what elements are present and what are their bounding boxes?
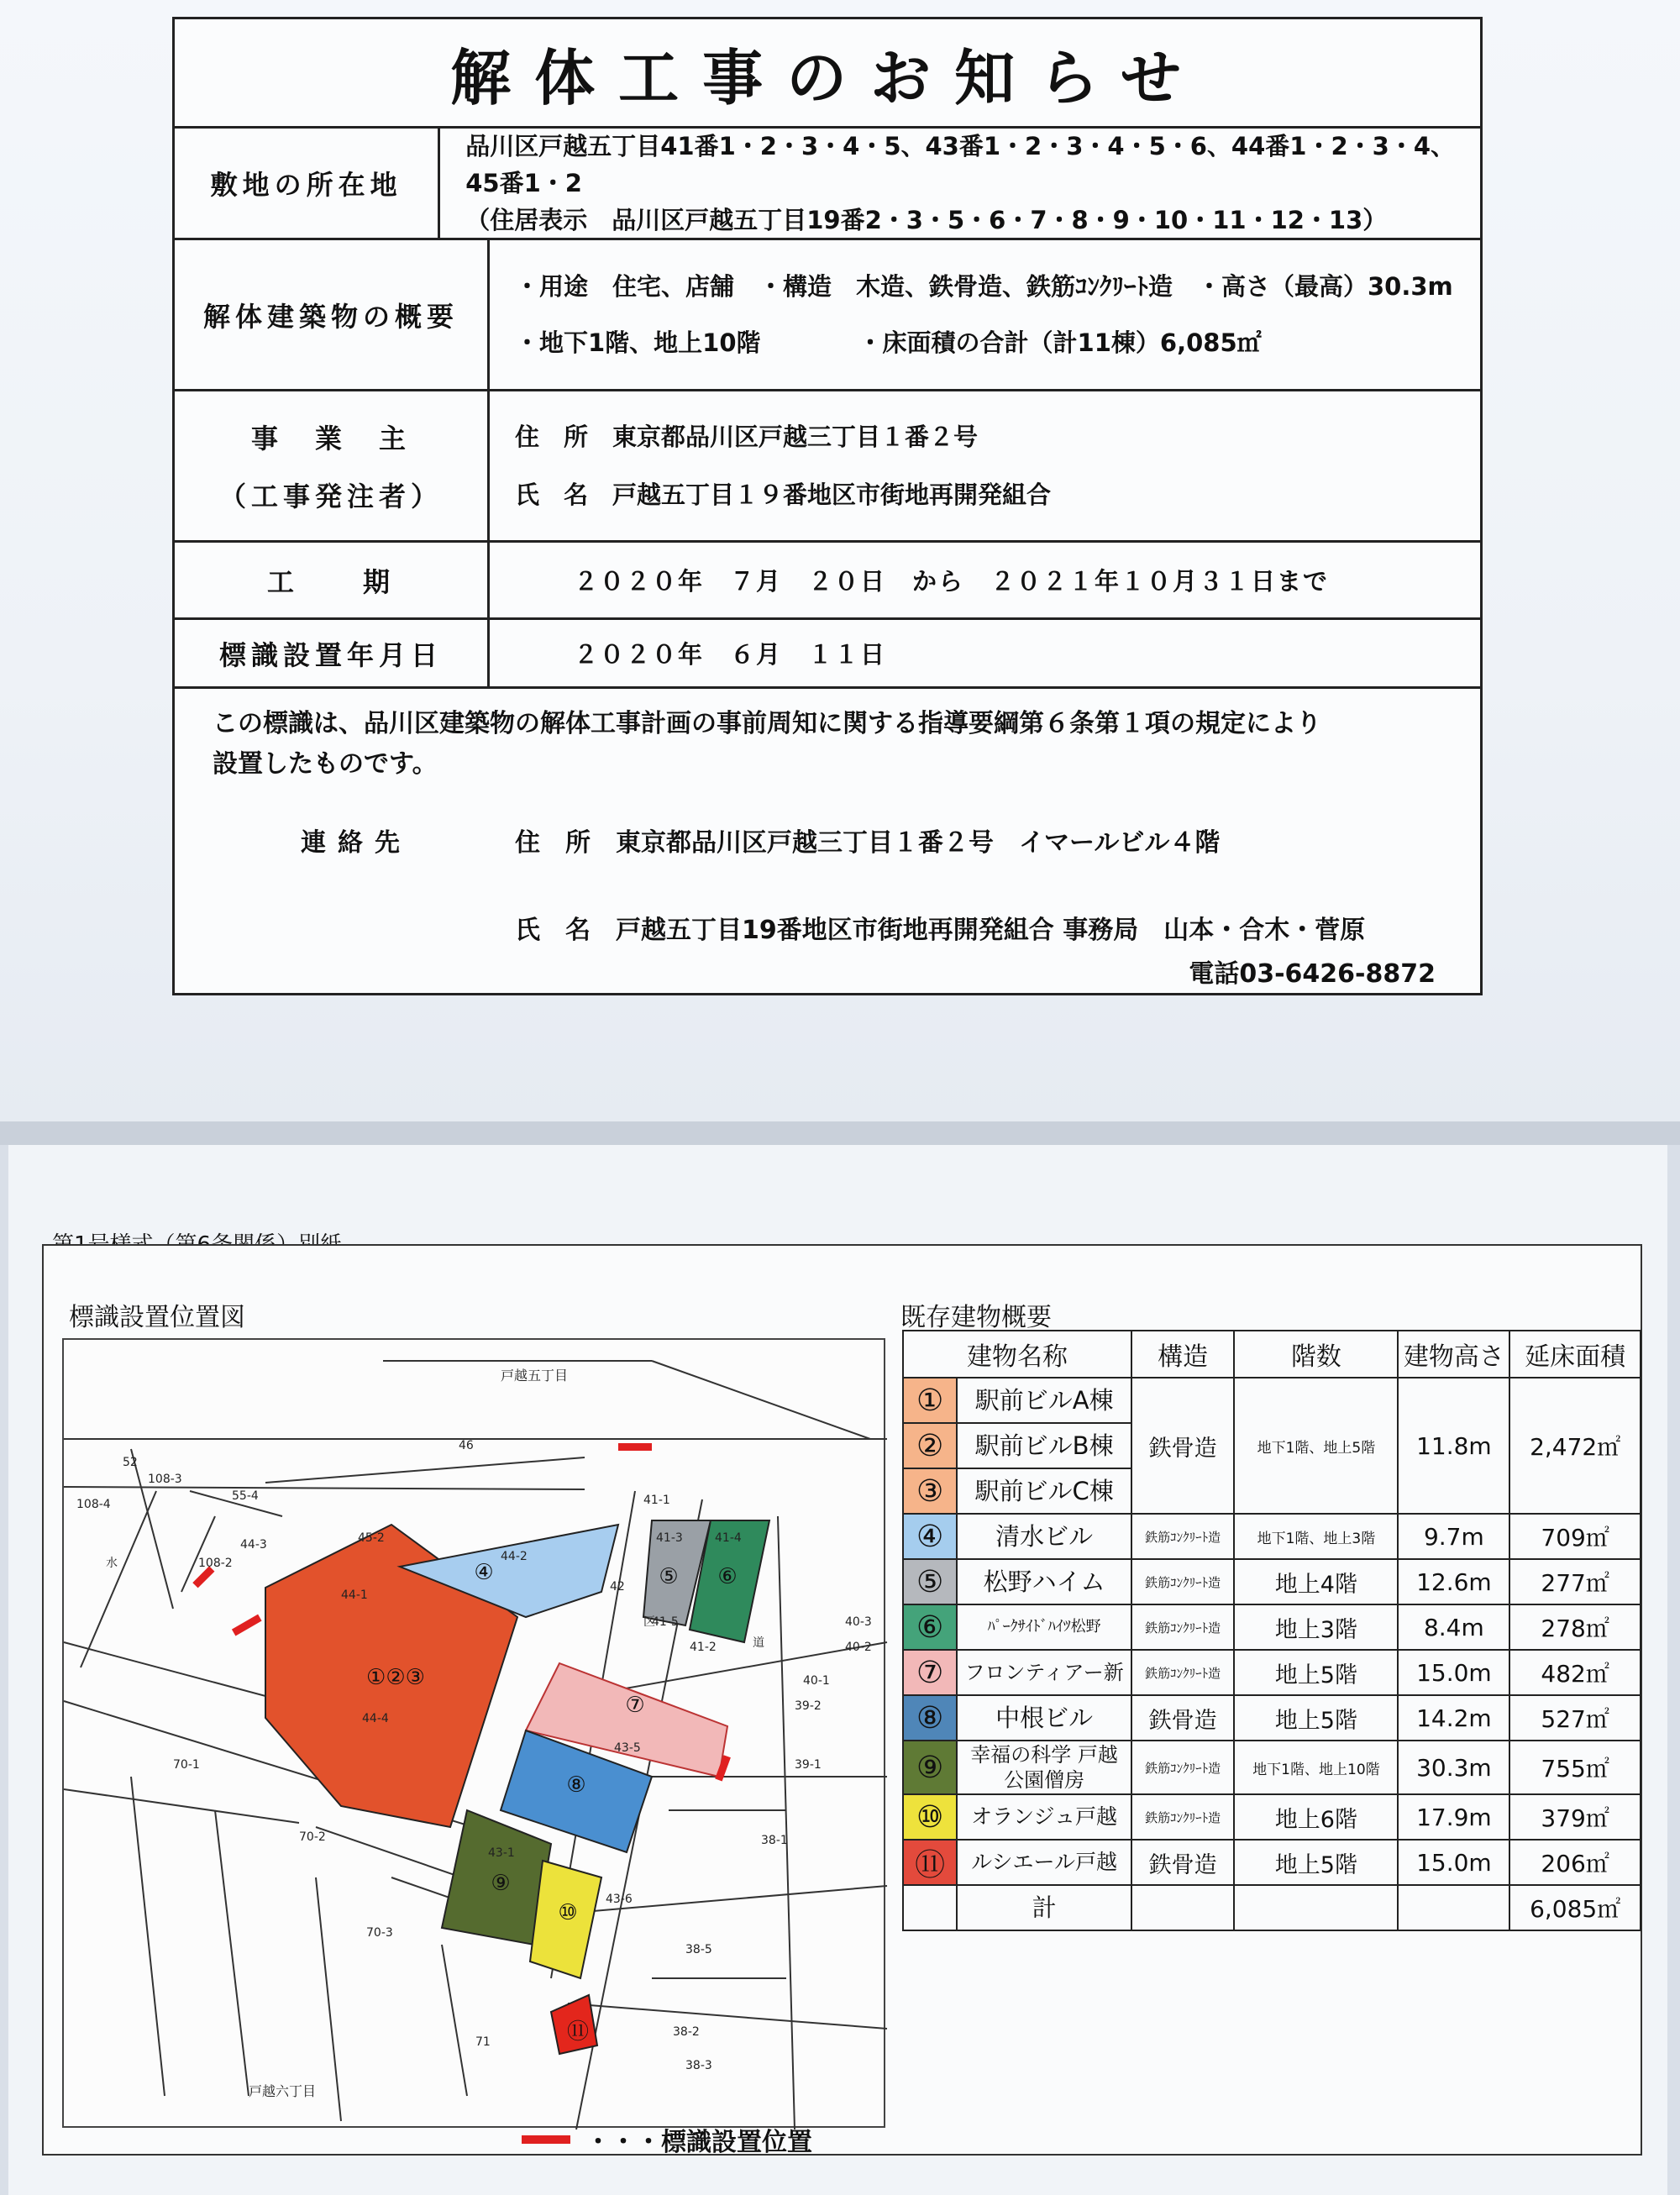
sign-position-3 <box>232 1615 262 1636</box>
total-blank <box>1131 1885 1234 1930</box>
row-area: 482㎡ <box>1509 1650 1641 1695</box>
parcel-label: 40-2 <box>845 1641 872 1654</box>
building-label: 解体建築物の概要 <box>175 240 490 389</box>
header-height: 建物高さ <box>1398 1331 1509 1378</box>
table-row <box>903 1650 1641 1695</box>
row-height: 9.7m <box>1398 1514 1509 1559</box>
parcel-label: 39-1 <box>795 1758 822 1772</box>
legend-swatch <box>522 2135 570 2144</box>
parcel-label: 39-2 <box>795 1699 822 1713</box>
parcel-label: 41-3 <box>656 1531 683 1545</box>
owner-value <box>490 391 1480 540</box>
table-row <box>903 1840 1641 1885</box>
parcel-label: 46 <box>459 1439 474 1452</box>
row-floors: 地下1階、地上5階 <box>1234 1378 1398 1514</box>
marker-9: ⑨ <box>491 1871 511 1896</box>
contact-label: 連絡先 <box>301 828 412 858</box>
contact-address: 住 所 東京都品川区戸越三丁目１番２号 イマールビル４階 <box>515 828 1221 858</box>
row-number: ⑥ <box>903 1604 957 1650</box>
total-area: 6,085㎡ <box>1509 1885 1641 1930</box>
parcel-label: 70-2 <box>299 1830 326 1844</box>
notice-board <box>172 17 1483 995</box>
row-structure: 鉄骨造 <box>1131 1378 1234 1514</box>
row-number: ④ <box>903 1514 957 1559</box>
parcel-label: 区 <box>643 1615 655 1629</box>
parcel-label: 52 <box>123 1456 138 1469</box>
parcel-label: 43-6 <box>606 1893 633 1906</box>
notice-title: 解体工事のお知らせ <box>175 19 1480 129</box>
owner-address: 住 所 東京都品川区戸越三丁目１番２号 <box>515 423 979 452</box>
site-line-3: （住居表示 品川区戸越五丁目19番2・3・5・6・7・8・9・10・11・12・13） <box>465 206 1388 234</box>
row-number: ① <box>903 1378 957 1423</box>
table-header-row <box>903 1331 1641 1378</box>
parcel-label: 43-1 <box>488 1846 515 1860</box>
plan-frame <box>42 1244 1642 2156</box>
row-area: 277㎡ <box>1509 1559 1641 1604</box>
marker-1-2-3: ①②③ <box>366 1665 425 1690</box>
parcel-label: 38-1 <box>761 1834 788 1847</box>
row-height: 30.3m <box>1398 1741 1509 1794</box>
row-number: ⑨ <box>903 1741 957 1794</box>
parcel-label: 44-1 <box>341 1588 368 1602</box>
row-name: 幸福の科学 戸越公園僧房 <box>957 1741 1131 1794</box>
building-line-1: ・用途 住宅、店舗 ・構造 木造、鉄骨造、鉄筋ｺﾝｸﾘｰﾄ造 ・高さ（最高）30.3m <box>515 272 1453 302</box>
site-value <box>440 129 1480 238</box>
plan-sheet <box>8 1145 1667 2195</box>
parcel-label: 70-1 <box>173 1758 200 1772</box>
period-label: 工 期 <box>175 543 490 617</box>
footer-text-1: この標識は、品川区建築物の解体工事計画の事前周知に関する指導要綱第６条第１項の規定により <box>213 709 1321 738</box>
owner-label-1: 事 業 主 <box>250 423 411 455</box>
parcel-label: 41-1 <box>643 1494 670 1507</box>
header-area: 延床面積 <box>1509 1331 1641 1378</box>
marker-4: ④ <box>474 1560 494 1585</box>
row-floors: 地下1階、地上3階 <box>1234 1514 1398 1559</box>
parcel-label: 40-3 <box>845 1615 872 1629</box>
header-floors: 階数 <box>1234 1331 1398 1378</box>
row-height: 15.0m <box>1398 1650 1509 1695</box>
row-structure: 鉄筋ｺﾝｸﾘｰﾄ造 <box>1131 1650 1234 1695</box>
total-blank <box>1234 1885 1398 1930</box>
row-floors: 地上5階 <box>1234 1650 1398 1695</box>
building-table <box>902 1330 1641 1931</box>
row-height: 15.0m <box>1398 1840 1509 1885</box>
map-title: 標識設置位置図 <box>69 1303 245 1332</box>
row-name: ﾊﾟｰｸｻｲﾄﾞﾊｲﾂ松野 <box>957 1604 1131 1650</box>
owner-row <box>175 391 1480 543</box>
row-area: 709㎡ <box>1509 1514 1641 1559</box>
parcel-label: 45-2 <box>358 1531 385 1545</box>
set-date-value: ２０２０年 ６月 １１日 <box>574 640 887 669</box>
parcel-label: 38-3 <box>685 2059 712 2072</box>
marker-8: ⑧ <box>566 1772 586 1798</box>
row-name: 清水ビル <box>957 1514 1131 1559</box>
row-number: ⑤ <box>903 1559 957 1604</box>
row-number: ③ <box>903 1468 957 1514</box>
total-label: 計 <box>957 1885 1131 1930</box>
sheet-divider <box>0 1121 1680 1145</box>
row-name: 駅前ビルC棟 <box>957 1468 1131 1514</box>
owner-label-2: （工事発注者） <box>218 480 443 512</box>
site-line-2: 45番1・2 <box>465 169 582 197</box>
row-area: 278㎡ <box>1509 1604 1641 1650</box>
row-height: 8.4m <box>1398 1604 1509 1650</box>
row-structure: 鉄筋ｺﾝｸﾘｰﾄ造 <box>1131 1604 1234 1650</box>
contact-row <box>213 825 1442 862</box>
building-value <box>490 240 1480 389</box>
contact-name-row <box>213 912 1442 949</box>
period-row <box>175 543 1480 620</box>
site-row <box>175 129 1480 240</box>
row-name: 駅前ビルB棟 <box>957 1423 1131 1468</box>
building-line-2: ・地下1階、地上10階 ・床面積の合計（計11棟）6,085㎡ <box>515 328 1262 357</box>
table-row <box>903 1514 1641 1559</box>
sign-position-1 <box>618 1443 652 1451</box>
row-structure: 鉄筋ｺﾝｸﾘｰﾄ造 <box>1131 1794 1234 1840</box>
row-structure: 鉄筋ｺﾝｸﾘｰﾄ造 <box>1131 1741 1234 1794</box>
marker-7: ⑦ <box>625 1693 645 1718</box>
header-structure: 構造 <box>1131 1331 1234 1378</box>
row-number: ⑦ <box>903 1650 957 1695</box>
row-area: 755㎡ <box>1509 1741 1641 1794</box>
parcel-label: 道 <box>753 1636 764 1650</box>
row-name: フロンティアー新 <box>957 1650 1131 1695</box>
row-name: 松野ハイム <box>957 1559 1131 1604</box>
parcel-label: 38-2 <box>673 2025 700 2039</box>
building-row <box>175 240 1480 391</box>
parcel-label: 44-4 <box>362 1712 389 1725</box>
parcel-label: 水 <box>106 1557 118 1570</box>
row-floors: 地上5階 <box>1234 1840 1398 1885</box>
row-area: 2,472㎡ <box>1509 1378 1641 1514</box>
parcel-label: 55-4 <box>232 1489 259 1503</box>
notice-footer <box>175 689 1480 1005</box>
site-label: 敷地の所在地 <box>175 129 440 238</box>
row-name: ルシエール戸越 <box>957 1840 1131 1885</box>
district-north: 戸越五丁目 <box>501 1368 569 1384</box>
parcel-label: 42 <box>610 1580 625 1594</box>
row-name: 駅前ビルA棟 <box>957 1378 1131 1423</box>
table-row <box>903 1604 1641 1650</box>
site-map <box>62 1338 885 2157</box>
total-blank <box>903 1885 957 1930</box>
set-date-row <box>175 620 1480 689</box>
parcel-label: 38-5 <box>685 1943 712 1956</box>
row-height: 17.9m <box>1398 1794 1509 1840</box>
table-row <box>903 1559 1641 1604</box>
marker-10: ⑩ <box>558 1900 578 1925</box>
parcel-label: 41-5 <box>652 1615 679 1629</box>
parcel-label: 41-2 <box>690 1641 717 1654</box>
row-number: ⑩ <box>903 1794 957 1840</box>
table-row <box>903 1695 1641 1741</box>
owner-name: 氏 名 戸越五丁目１９番地区市街地再開発組合 <box>515 480 1052 509</box>
table-row <box>903 1794 1641 1840</box>
row-floors: 地上5階 <box>1234 1695 1398 1741</box>
parcel-label: 40-1 <box>803 1674 830 1688</box>
contact-phone: 電話03-6426-8872 <box>1189 959 1436 989</box>
table-title: 既存建物概要 <box>900 1303 1052 1332</box>
row-number: ② <box>903 1423 957 1468</box>
parcel-label: 44-2 <box>501 1550 528 1563</box>
marker-11: ⑪ <box>566 2019 590 2045</box>
row-structure: 鉄骨造 <box>1131 1695 1234 1741</box>
parcel-label: 70-3 <box>366 1926 393 1940</box>
row-floors: 地上6階 <box>1234 1794 1398 1840</box>
parcel-label: 108-4 <box>76 1498 111 1511</box>
marker-6: ⑥ <box>717 1564 738 1589</box>
row-area: 206㎡ <box>1509 1840 1641 1885</box>
row-name: 中根ビル <box>957 1695 1131 1741</box>
row-height: 14.2m <box>1398 1695 1509 1741</box>
parcel-label: 41-4 <box>715 1531 742 1545</box>
row-height: 12.6m <box>1398 1559 1509 1604</box>
row-number: ⑪ <box>903 1840 957 1885</box>
footer-text-2: 設置したものです。 <box>213 749 438 779</box>
row-area: 527㎡ <box>1509 1695 1641 1741</box>
table-row <box>903 1741 1641 1794</box>
row-name: オランジュ戸越 <box>957 1794 1131 1840</box>
map-legend <box>522 2121 812 2158</box>
parcel-label: 108-2 <box>198 1557 233 1570</box>
district-south: 戸越六丁目 <box>249 2083 317 2099</box>
row-floors: 地上4階 <box>1234 1559 1398 1604</box>
row-floors: 地上3階 <box>1234 1604 1398 1650</box>
row-number: ⑧ <box>903 1695 957 1741</box>
parcel-label: 108-3 <box>148 1473 182 1486</box>
row-structure: 鉄骨造 <box>1131 1840 1234 1885</box>
row-height: 11.8m <box>1398 1378 1509 1514</box>
parcel-label: 71 <box>475 2035 491 2049</box>
owner-label <box>175 391 490 540</box>
set-date-label: 標識設置年月日 <box>175 620 490 686</box>
site-line-1: 品川区戸越五丁目41番1・2・3・4・5、43番1・2・3・4・5・6、44番1・2・3・4、 <box>465 132 1455 160</box>
period-value: ２０２０年 ７月 ２０日 から ２０２１年１０月３１日まで <box>574 567 1330 596</box>
parcel-label: 44-3 <box>240 1538 267 1552</box>
table-total-row <box>903 1885 1641 1930</box>
table-row <box>903 1378 1641 1423</box>
total-blank <box>1398 1885 1509 1930</box>
row-floors: 地下1階、地上10階 <box>1234 1741 1398 1794</box>
parcel-label: 43-5 <box>614 1741 641 1755</box>
row-structure: 鉄筋ｺﾝｸﾘｰﾄ造 <box>1131 1559 1234 1604</box>
row-structure: 鉄筋ｺﾝｸﾘｰﾄ造 <box>1131 1514 1234 1559</box>
marker-5: ⑤ <box>659 1564 679 1589</box>
site-map-svg <box>64 1340 887 2129</box>
row-area: 379㎡ <box>1509 1794 1641 1840</box>
legend-text: ・・・標識設置位置 <box>585 2128 812 2157</box>
contact-name: 氏 名 戸越五丁目19番地区市街地再開発組合 事務局 山本・合木・菅原 <box>515 916 1366 945</box>
header-name: 建物名称 <box>903 1331 1131 1378</box>
